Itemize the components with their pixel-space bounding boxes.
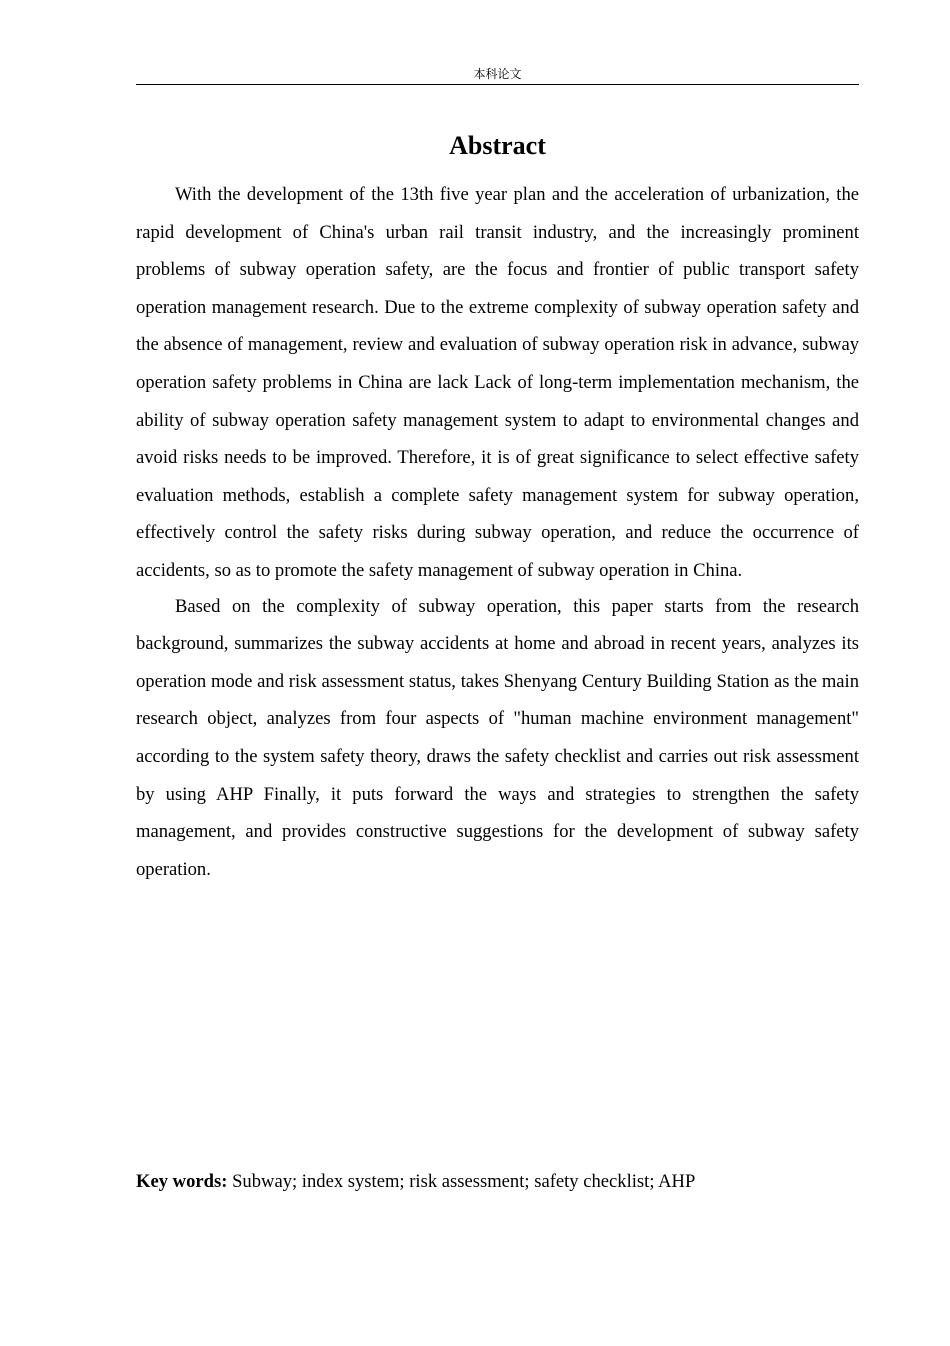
abstract-body bbox=[136, 176, 859, 888]
abstract-title: Abstract bbox=[449, 131, 546, 160]
page-header bbox=[136, 66, 859, 85]
running-title: 本科论文 bbox=[473, 67, 522, 81]
abstract-paragraph-2: Based on the complexity of subway operation, this paper starts from the research background, summarizes the subway accidents at home and abroad in recent years, analyzes its operation mode and risk assessment status, takes Shenyang Century Building Station as the main research object, analyzes from four aspects of "human machine environment management" according to the system safety theory, draws the safety checklist and carries out risk assessment by using AHP Finally, it puts forward the ways and strategies to strengthen the safety management, and provides constructive suggestions for the development of subway safety operation. bbox=[136, 595, 859, 880]
keywords-label: Key words: bbox=[136, 1171, 228, 1192]
abstract-paragraph-1: With the development of the 13th five year plan and the acceleration of urbanization, the rapid development of China's urban rail transit industry, and the increasingly prominent problems of subway operation safety, are the focus and frontier of public transport safety operation management research. Due to the extreme complexity of subway operation safety and the absence of management, review and evaluation of subway operation risk in advance, subway operation safety problems in China are lack Lack of long-term implementation mechanism, the ability of subway operation safety management system to adapt to environmental changes and avoid risks needs to be improved. Therefore, it is of great significance to select effective safety evaluation methods, establish a complete safety management system for subway operation, effectively control the safety risks during subway operation, and reduce the occurrence of accidents, so as to promote the safety management of subway operation in China. bbox=[136, 184, 859, 581]
keywords-text: Subway; index system; risk assessment; safety checklist; AHP bbox=[232, 1171, 696, 1192]
keywords-line bbox=[136, 1165, 859, 1199]
